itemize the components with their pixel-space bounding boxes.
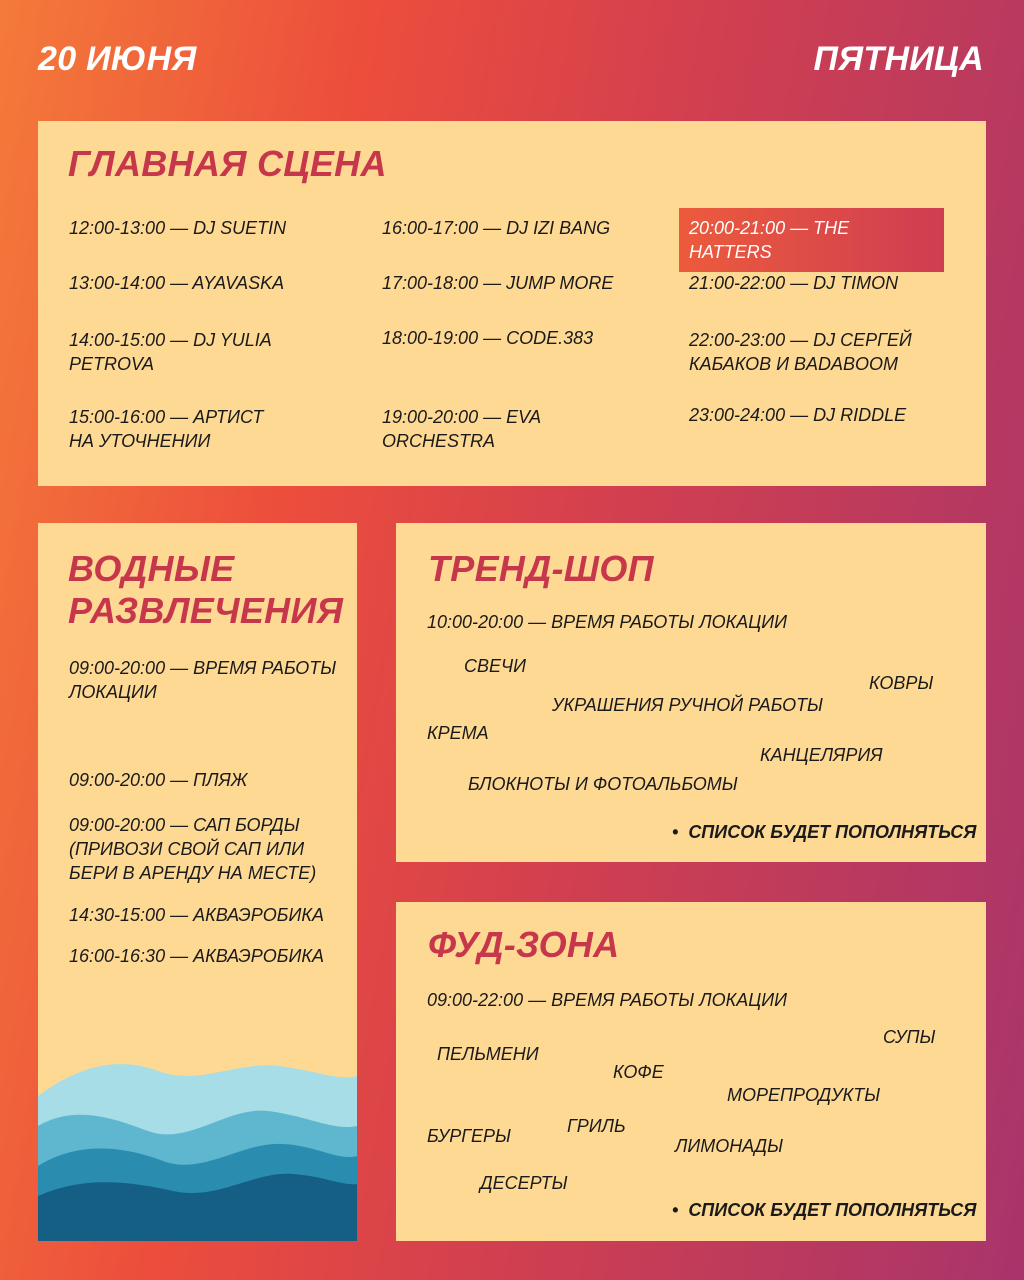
trend-note	[672, 820, 976, 844]
food-note-text: СПИСОК БУДЕТ ПОПОЛНЯТЬСЯ	[688, 1200, 977, 1220]
food-word: БУРГЕРЫ	[427, 1126, 511, 1146]
schedule-item: 16:00-17:00 — DJ IZI BANG	[382, 218, 611, 238]
water-item: 14:30-15:00 — АКВАЭРОБИКА	[69, 905, 325, 925]
schedule-item: 22:00-23:00 — DJ СЕРГЕЙ КАБАКОВ И BADABOOM	[689, 330, 912, 374]
food-zone-card	[396, 902, 986, 1241]
water-item: 09:00-20:00 — ПЛЯЖ	[69, 770, 248, 790]
water-item: 16:00-16:30 — АКВАЭРОБИКА	[69, 946, 325, 966]
food-note	[672, 1198, 976, 1222]
food-word: СУПЫ	[883, 1027, 936, 1047]
schedule-item: 14:00-15:00 — DJ YULIA PETROVA	[69, 330, 272, 374]
trend-word: КРЕМА	[427, 723, 489, 743]
food-hours: 09:00-22:00 — ВРЕМЯ РАБОТЫ ЛОКАЦИИ	[427, 990, 788, 1010]
food-word: ГРИЛЬ	[567, 1116, 626, 1136]
water-item: 09:00-20:00 — САП БОРДЫ (ПРИВОЗИ СВОЙ САП ИЛИ БЕРИ В АРЕНДУ НА МЕСТЕ)	[69, 815, 317, 883]
weekday-heading: ПЯТНИЦА	[813, 40, 984, 78]
food-word: ЛИМОНАДЫ	[675, 1136, 784, 1156]
food-word: МОРЕПРОДУКТЫ	[727, 1085, 881, 1105]
trend-word: КОВРЫ	[869, 673, 934, 693]
food-word: ПЕЛЬМЕНИ	[437, 1044, 539, 1064]
water-card	[38, 523, 357, 1241]
main-stage-card	[38, 121, 986, 486]
trend-word: СВЕЧИ	[464, 656, 527, 676]
highlighted-schedule-item: 20:00-21:00 — THE HATTERS	[679, 208, 944, 272]
schedule-item: 23:00-24:00 — DJ RIDDLE	[689, 405, 907, 425]
water-item: 09:00-20:00 — ВРЕМЯ РАБОТЫ ЛОКАЦИИ	[69, 658, 337, 702]
trend-note-text: СПИСОК БУДЕТ ПОПОЛНЯТЬСЯ	[688, 822, 977, 842]
trend-shop-title: ТРЕНД-ШОП	[428, 548, 654, 589]
schedule-item: 12:00-13:00 — DJ SUETIN	[69, 218, 287, 238]
food-zone-title: ФУД-ЗОНА	[428, 924, 620, 965]
schedule-item: 17:00-18:00 — JUMP MORE	[382, 273, 614, 293]
schedule-item: 18:00-19:00 — CODE.383	[382, 328, 594, 348]
schedule-item: 13:00-14:00 — AYAVASKA	[69, 273, 285, 293]
food-word: КОФЕ	[613, 1062, 664, 1082]
bullet-icon: •	[672, 1200, 679, 1220]
trend-word: БЛОКНОТЫ И ФОТОАЛЬБОМЫ	[468, 774, 738, 794]
food-word: ДЕСЕРТЫ	[480, 1173, 568, 1193]
trend-shop-card	[396, 523, 986, 862]
trend-hours: 10:00-20:00 — ВРЕМЯ РАБОТЫ ЛОКАЦИИ	[427, 612, 788, 632]
date-heading: 20 ИЮНЯ	[38, 40, 197, 78]
schedule-item: 21:00-22:00 — DJ TIMON	[689, 273, 899, 293]
schedule-item: 19:00-20:00 — EVA ORCHESTRA	[382, 407, 542, 451]
bullet-icon: •	[672, 822, 679, 842]
main-stage-title: ГЛАВНАЯ СЦЕНА	[68, 143, 387, 184]
schedule-item: 15:00-16:00 — АРТИСТ НА УТОЧНЕНИИ	[69, 407, 264, 451]
trend-word: КАНЦЕЛЯРИЯ	[760, 745, 883, 765]
water-title: ВОДНЫЕ РАЗВЛЕЧЕНИЯ	[68, 548, 344, 631]
waves-illustration	[38, 1046, 357, 1241]
trend-word: УКРАШЕНИЯ РУЧНОЙ РАБОТЫ	[552, 695, 824, 715]
